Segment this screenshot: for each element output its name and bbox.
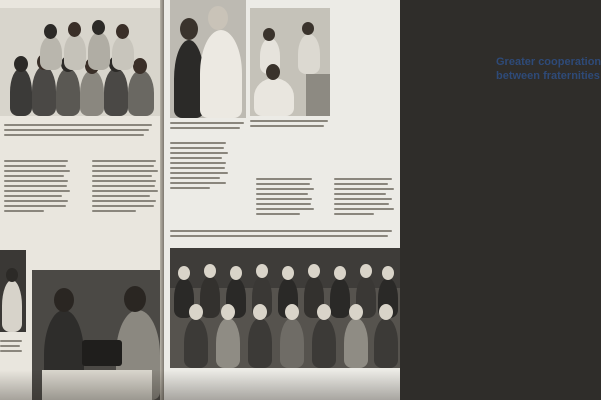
- photo-group-seated: [250, 8, 330, 116]
- heading-line-1: Greater cooperation: [496, 56, 601, 68]
- body-text-column-b: [256, 178, 314, 218]
- body-text-column-c: [334, 178, 394, 218]
- bottom-shadow: [0, 370, 400, 400]
- photo-caption-men: [170, 122, 246, 132]
- right-page: [164, 0, 601, 400]
- photo-men-talking: [170, 0, 246, 118]
- section-heading: [496, 55, 601, 83]
- photo-caption: [4, 124, 154, 139]
- body-text-column-1: [4, 160, 70, 215]
- heading-line-2: between fraternities: [496, 70, 600, 82]
- group-photo-men-council: [170, 248, 400, 368]
- council-caption: [170, 230, 394, 240]
- photo-caption-group: [250, 120, 330, 130]
- body-text-column-2: [92, 160, 158, 215]
- group-photo-women: [0, 8, 168, 116]
- small-photo-student: [0, 250, 26, 332]
- small-photo-caption: [0, 340, 24, 355]
- body-text-column-a: [170, 142, 228, 192]
